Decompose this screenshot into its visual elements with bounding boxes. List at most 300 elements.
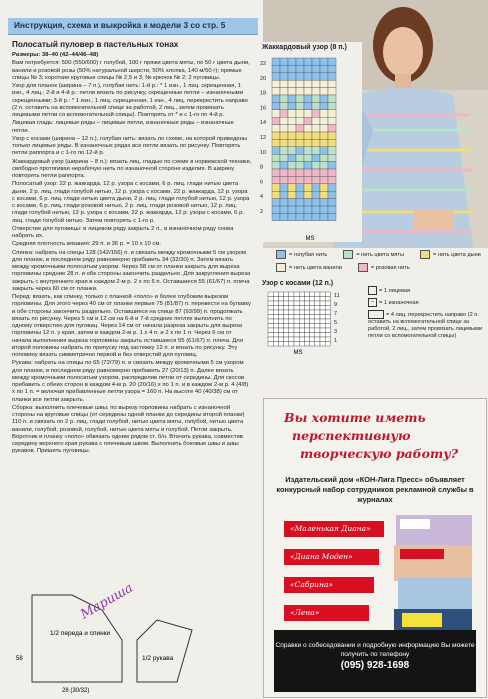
- cable-cell: [304, 301, 309, 306]
- cable-cell: [315, 342, 320, 347]
- jacquard-cell: [320, 110, 328, 117]
- cable-cell: [294, 333, 299, 338]
- jacquard-cell: [312, 125, 320, 132]
- cable-cell: [304, 337, 309, 342]
- jacquard-cell: [272, 73, 280, 80]
- jacquard-cell: [280, 110, 288, 117]
- jacquard-cell: [288, 154, 296, 161]
- cable-cell: [299, 297, 304, 302]
- cable-cell: [310, 328, 315, 333]
- jacquard-cell: [296, 191, 304, 198]
- jacquard-cell: [320, 162, 328, 169]
- jacquard-cell: [328, 132, 336, 139]
- jacquard-cell: [296, 206, 304, 213]
- jacquard-cell: [272, 191, 280, 198]
- legend-item: = голубая нить: [276, 250, 327, 259]
- cable-cell: [278, 315, 283, 320]
- cable-cell: [325, 310, 330, 315]
- cable-cell: [299, 319, 304, 324]
- cable-cell: [278, 301, 283, 306]
- jacquard-ms-label: MS: [305, 236, 315, 242]
- ad-headline-line: творческую работу?: [300, 446, 459, 461]
- cable-cell: [273, 292, 278, 297]
- jacquard-cell: [288, 132, 296, 139]
- cable-grid: [262, 290, 358, 356]
- cable-cell: [315, 333, 320, 338]
- jacquard-cell: [272, 65, 280, 72]
- jacquard-cell: [288, 169, 296, 176]
- cable-cell: [278, 328, 283, 333]
- jacquard-cell: [304, 95, 312, 102]
- jacquard-cell: [280, 80, 288, 87]
- front-back-label: 1/2 переда и спинки: [50, 630, 111, 637]
- jacquard-cell: [328, 169, 336, 176]
- jacquard-cell: [288, 65, 296, 72]
- jacquard-cell: [296, 110, 304, 117]
- cable-cell: [304, 333, 309, 338]
- cable-cell: [294, 337, 299, 342]
- jacquard-cell: [280, 132, 288, 139]
- cable-cell: [299, 337, 304, 342]
- jacquard-title: Жаккардовый узор (8 п.): [262, 44, 347, 51]
- cable-cell: [289, 297, 294, 302]
- jacquard-cell: [328, 88, 336, 95]
- jacquard-cell: [328, 110, 336, 117]
- legend-item: = нить цвета дыни: [420, 250, 481, 259]
- cable-cell: [320, 333, 325, 338]
- cable-cell: [273, 306, 278, 311]
- cable-cell: [273, 328, 278, 333]
- cable-cell: [320, 306, 325, 311]
- jacquard-cell: [320, 117, 328, 124]
- jacquard-cell: [328, 125, 336, 132]
- jacquard-cell: [288, 110, 296, 117]
- jacquard-row-label: 10: [260, 149, 267, 156]
- color-legend: [276, 250, 486, 272]
- cable-cell: [310, 301, 315, 306]
- paragraph: Лицевая гладь: лицевые ряды – лицевые петли, изнаночные ряды – изнаночные петли.: [12, 120, 234, 134]
- cable-cell: [294, 315, 299, 320]
- jacquard-row-label: 22: [260, 61, 267, 67]
- cable-cell: [299, 306, 304, 311]
- jacquard-cell: [328, 154, 336, 161]
- paragraph: Перед: вязать, как спинку, только с планкой «поло» и более глубоким вырезом горловины. Для этого через 40 см от планки первые 75 (81/87) п. перевести на булавку и обе стороны закончить раздельно. Оставшиеся на спице 87 (93/99) п. продолжать вязать по рисунку. Через 5 см и 12 см на 6-й и 7-й средних петлях выполнить по одному отверстию для пуговиц. Через 14 см от начала разреза закрыть для выреза горловины 12 п. у края, затем в каждом 2-м р. 1 х 4 п. и 2 х по 1 п. Через 6 см от начала выполнения выреза горловины закрыть оставшиеся 55 (61/67) п. плеча. Для второй половины набрать по припуску под застежку 12 п. и вязать по рисунку. Эту половину вязать симметрично первой и без отверстий для пуговиц.: [12, 294, 251, 358]
- jacquard-cell: [280, 169, 288, 176]
- cable-cell: [268, 310, 273, 315]
- jacquard-cell: [296, 213, 304, 220]
- jacquard-cells: [272, 58, 336, 221]
- jacquard-cell: [296, 184, 304, 191]
- cable-cell: [320, 297, 325, 302]
- jacquard-cell: [296, 154, 304, 161]
- jacquard-row-label: 18: [260, 90, 267, 97]
- jacquard-cell: [272, 80, 280, 87]
- jacquard-cell: [288, 191, 296, 198]
- jacquard-cell: [304, 65, 312, 72]
- cable-cell: [304, 297, 309, 302]
- jacquard-cell: [280, 213, 288, 220]
- jacquard-cell: [280, 191, 288, 198]
- jacquard-cell: [280, 117, 288, 124]
- jacquard-cell: [296, 95, 304, 102]
- cable-cell: [289, 292, 294, 297]
- cable-cell: [320, 328, 325, 333]
- jacquard-cell: [320, 102, 328, 109]
- magazine-label: «Маленькая Диана»: [284, 521, 384, 537]
- jacquard-cell: [296, 169, 304, 176]
- cable-cell: [268, 333, 273, 338]
- jacquard-cell: [328, 73, 336, 80]
- jacquard-cell: [296, 80, 304, 87]
- jacquard-cell: [288, 125, 296, 132]
- cable-row-label: 5: [334, 320, 338, 326]
- cable-key: [368, 286, 486, 340]
- cable-cell: [273, 337, 278, 342]
- paragraph: Рукава: набрать на спицы по 65 (72/79) п. и связать между кромочными 5 см узором для планок, в последнем ряду равномерно прибавить 27 (20/13) п. Далее вязать между кромочными полосатым узором, распределив петли от середины. Для скосов прибавить с обеих сторон в каждом 4-м р. 20 (20/16) х по 1 п. и в каждом 2-м р. 4 (4/8) х по 1 п. = включая прибавленные петли узора = 160 п. На высоте 40 (40/38) см от планки все петли закрыть.: [12, 360, 249, 403]
- jacquard-cell: [288, 199, 296, 206]
- jacquard-cell: [312, 88, 320, 95]
- cable-cell: [284, 297, 289, 302]
- ad-body: Издательский дом «КОН-Лига Пресс» объявляет конкурсный набор сотрудников рекламной службы в журналах: [276, 475, 474, 504]
- cable-cell: [289, 319, 294, 324]
- jacquard-cell: [272, 110, 280, 117]
- cable-cell: [320, 315, 325, 320]
- jacquard-cell: [288, 206, 296, 213]
- jacquard-cell: [296, 117, 304, 124]
- cable-cell: [315, 337, 320, 342]
- jacquard-cell: [288, 88, 296, 95]
- jacquard-row-labels: [260, 61, 266, 215]
- jacquard-cell: [280, 206, 288, 213]
- cable-cell: [268, 301, 273, 306]
- jacquard-cell: [288, 102, 296, 109]
- paragraph: Узор с косами (ширина – 12 п.), голубая нить: вязать по схеме, на которой приведены только лицевые ряды. В изнаночных рядах все петли вязать по рисунку. Повторять петли раппорта и с 1-го по 12-й р.: [12, 135, 248, 157]
- jacquard-cell: [320, 139, 328, 146]
- key-cross: = 4 лиц. перекрестить направо (2 п. оставить на вспомогательной спице за работой, 2 лиц., затем провязать лицевыми петли со вспомогательной спицы): [368, 311, 483, 339]
- jacquard-cell: [280, 102, 288, 109]
- cable-cell: [284, 337, 289, 342]
- jacquard-cell: [288, 176, 296, 183]
- jacquard-cell: [272, 184, 280, 191]
- jacquard-cell: [312, 169, 320, 176]
- jacquard-cell: [296, 102, 304, 109]
- cable-cell: [278, 292, 283, 297]
- bottom-dimension: 28 (30/32): [62, 688, 90, 694]
- cable-cell: [289, 315, 294, 320]
- cable-row-label: 1: [334, 338, 338, 344]
- cable-cell: [325, 292, 330, 297]
- jacquard-cell: [320, 199, 328, 206]
- ad-headline-line: Вы хотите иметь: [284, 410, 426, 425]
- cable-cell: [294, 342, 299, 347]
- cable-row-labels: [334, 293, 340, 344]
- jacquard-cell: [328, 102, 336, 109]
- ad-contact-box: [274, 630, 476, 692]
- cable-cell: [294, 319, 299, 324]
- magazine-label: «Диана Моден»: [284, 549, 379, 565]
- jacquard-cell: [296, 88, 304, 95]
- jacquard-row-label: 20: [260, 75, 267, 82]
- jacquard-cell: [312, 176, 320, 183]
- cable-cell: [284, 319, 289, 324]
- jacquard-cell: [304, 176, 312, 183]
- jacquard-cell: [304, 110, 312, 117]
- cable-cell: [304, 292, 309, 297]
- cable-cell: [325, 328, 330, 333]
- jacquard-cell: [328, 65, 336, 72]
- jacquard-cell: [304, 147, 312, 154]
- jacquard-cell: [296, 162, 304, 169]
- cable-cell: [325, 319, 330, 324]
- cable-cells: [268, 292, 330, 346]
- cable-cell: [294, 292, 299, 297]
- cable-row-label: 7: [334, 311, 338, 317]
- cable-cell: [284, 301, 289, 306]
- cable-cell: [315, 328, 320, 333]
- magazine-label: «Лена»: [284, 605, 369, 621]
- jacquard-cell: [272, 132, 280, 139]
- jacquard-cell: [280, 58, 288, 65]
- jacquard-cell: [272, 176, 280, 183]
- paragraph: Полосатый узор: 22 р. жаккарда, 12 р. узора с косами, 6 р. лиц. глади нитью цвета дыни, 2 р. лиц. глади голубой нитью, 12 р. узора с косами, 22 р. жаккарда, 12 р. узора с косами, 6 р. лиц. глади нитью цвета дыни, 2 р. лиц. глади голубой нитью, 12 р. узора с косами, 6 р. лиц. глади розовой нитью, 2 р. лиц. глади розовой нитью, 12 р. лиц. глади голубой нитью, 12 р. узора с косами, 22 р. жаккарда, 12 р. узора с косами, 6 р. лиц. глади голубой нитью. Затем повторять с 1-го р.: [12, 181, 250, 224]
- cable-cell: [289, 306, 294, 311]
- cable-cell: [310, 306, 315, 311]
- jacquard-cell: [328, 176, 336, 183]
- pattern-schema: [12, 590, 252, 695]
- cable-cell: [268, 315, 273, 320]
- cable-cell: [284, 310, 289, 315]
- jacquard-cell: [320, 154, 328, 161]
- jacquard-cell: [304, 139, 312, 146]
- cable-cell: [273, 333, 278, 338]
- cable-cell: [268, 292, 273, 297]
- handwritten-signature: Мариша: [78, 580, 136, 623]
- cable-cell: [304, 315, 309, 320]
- cable-row-label: 3: [334, 329, 338, 335]
- sleeve-outline: [137, 620, 192, 682]
- cable-cell: [294, 324, 299, 329]
- jacquard-cell: [320, 125, 328, 132]
- jacquard-cell: [280, 88, 288, 95]
- header-banner: [8, 18, 258, 35]
- cable-cell: [289, 301, 294, 306]
- cable-ms-label: MS: [293, 350, 303, 356]
- cable-cell: [289, 328, 294, 333]
- jacquard-cell: [288, 117, 296, 124]
- cable-cell: [320, 319, 325, 324]
- jacquard-cell: [312, 110, 320, 117]
- jacquard-cell: [280, 199, 288, 206]
- paragraph: Отверстие для пуговицы: в лицевом ряду закрыть 2 п., в изнаночном ряду снова набрать их.: [12, 225, 234, 239]
- cable-cell: [273, 315, 278, 320]
- jacquard-cell: [280, 147, 288, 154]
- jacquard-cell: [312, 184, 320, 191]
- jacquard-cell: [304, 117, 312, 124]
- jacquard-cell: [272, 139, 280, 146]
- cable-cell: [294, 310, 299, 315]
- cable-cell: [325, 315, 330, 320]
- cable-row-label: 11: [334, 293, 340, 299]
- jacquard-cell: [280, 65, 288, 72]
- cable-cell: [304, 328, 309, 333]
- jacquard-cell: [272, 95, 280, 102]
- cable-cell: [299, 324, 304, 329]
- jacquard-cell: [304, 162, 312, 169]
- jacquard-row-label: 6: [260, 179, 264, 186]
- cable-cell: [268, 324, 273, 329]
- jacquard-cell: [272, 125, 280, 132]
- jacquard-cell: [328, 139, 336, 146]
- jacquard-cell: [304, 80, 312, 87]
- paragraph: Спинка: набрать на спицы 128 (142/156) п. и связать между кромочными 5 см узором для планок, в последнем ряду равномерно прибавить 34 (32/30) п. Затем вязать между кромочными полосатым узором. Через 58 см от планки закрыть для выреза горловины средние 28 п. и обе стороны закончить раздельно. Для закругления выреза закрыть с внутреннего края в каждом 2-м р. 2 х по 6 п. Оставшиеся 55 (61/67) п. плеча закрыть через 60 см от планки.: [12, 249, 251, 292]
- jacquard-cell: [272, 117, 280, 124]
- jacquard-cell: [328, 162, 336, 169]
- cable-cell: [289, 337, 294, 342]
- jacquard-cell: [320, 80, 328, 87]
- jacquard-cell: [320, 184, 328, 191]
- jacquard-cell: [304, 132, 312, 139]
- jacquard-row-label: 2: [260, 209, 264, 215]
- paragraph: Вам потребуется: 500 (550/600) г голубой, 100 г пряжи цвета мяты, по 50 г цвета дыни, ванили и розовой розы (50% натуральной шерсти, 50% хлопка, 140 м/50 г); прямые спицы № 3; короткие круговые спицы № 2,5 и 3; № крючок № 2; 2 пуговицы.: [12, 60, 250, 81]
- cable-cell: [284, 328, 289, 333]
- jacquard-cell: [312, 80, 320, 87]
- cable-cell: [284, 333, 289, 338]
- jacquard-cell: [304, 73, 312, 80]
- jacquard-cell: [272, 206, 280, 213]
- cable-cell: [278, 333, 283, 338]
- cable-cell: [278, 319, 283, 324]
- cable-title: Узор с косами (12 п.): [262, 280, 334, 287]
- cable-cell: [325, 301, 330, 306]
- jacquard-row-label: 12: [260, 135, 267, 141]
- cable-cell: [315, 319, 320, 324]
- cable-cell: [310, 319, 315, 324]
- jacquard-cell: [280, 125, 288, 132]
- jacquard-cell: [272, 58, 280, 65]
- cable-cell: [320, 324, 325, 329]
- jacquard-cell: [312, 58, 320, 65]
- jacquard-row-label: 14: [260, 120, 267, 127]
- legend-item: = нить цвета ванили: [276, 263, 342, 272]
- cable-cell: [284, 342, 289, 347]
- jacquard-cell: [312, 139, 320, 146]
- ad-footer-text: Справки о собеседовании и подробную информацию Вы можете получить по телефону: [275, 642, 475, 658]
- article-sizes: Размеры: 38–40 (42–44/46–48): [12, 52, 99, 58]
- cable-cell: [268, 319, 273, 324]
- cable-cell: [320, 310, 325, 315]
- jacquard-cell: [304, 169, 312, 176]
- cable-cell: [310, 310, 315, 315]
- cable-cell: [294, 306, 299, 311]
- cable-cell: [278, 337, 283, 342]
- cable-cell: [320, 292, 325, 297]
- jacquard-cell: [328, 191, 336, 198]
- jacquard-cell: [312, 206, 320, 213]
- jacquard-cell: [304, 88, 312, 95]
- jacquard-cell: [272, 88, 280, 95]
- jacquard-cell: [272, 213, 280, 220]
- cable-cell: [273, 301, 278, 306]
- cable-cell: [315, 315, 320, 320]
- jacquard-cell: [272, 162, 280, 169]
- jacquard-cell: [312, 117, 320, 124]
- jacquard-cell: [304, 191, 312, 198]
- jacquard-cell: [304, 184, 312, 191]
- cable-cell: [325, 297, 330, 302]
- jacquard-cell: [280, 184, 288, 191]
- jacquard-cell: [296, 199, 304, 206]
- key-knit: = 1 лицевая: [368, 286, 486, 295]
- side-dimension: 58: [16, 656, 23, 662]
- jacquard-cell: [328, 184, 336, 191]
- jacquard-cell: [320, 73, 328, 80]
- cable-cell: [304, 324, 309, 329]
- cable-cell: [310, 337, 315, 342]
- jacquard-cell: [296, 139, 304, 146]
- jacquard-cell: [312, 213, 320, 220]
- jacquard-cell: [304, 102, 312, 109]
- cable-cell: [294, 301, 299, 306]
- cable-cell: [284, 324, 289, 329]
- jacquard-cell: [320, 213, 328, 220]
- jacquard-cell: [280, 73, 288, 80]
- cable-cell: [315, 306, 320, 311]
- paragraph: Средняя плотность вязания: 29 п. и 36 р. = 10 х 10 см.: [12, 241, 162, 248]
- article-title: Полосатый пуловер в пастельных тонах: [12, 40, 179, 49]
- jacquard-cell: [272, 154, 280, 161]
- jacquard-cell: [312, 65, 320, 72]
- jacquard-cell: [288, 58, 296, 65]
- cable-cell: [325, 342, 330, 347]
- instructions-column: [12, 40, 252, 620]
- jacquard-row-label: 8: [260, 164, 264, 171]
- cable-cell: [304, 342, 309, 347]
- jacquard-row-label: 16: [260, 105, 267, 112]
- jacquard-cell: [312, 102, 320, 109]
- jacquard-cell: [320, 176, 328, 183]
- paragraph: Жаккардовый узор (ширина – 8 п.): вязать лиц. гладью по схеме в норвежской технике, свободно протягивая нерабочую нить по изнаночной стороне изделия. В ширину повторять петли раппорта.: [12, 158, 252, 179]
- jacquard-cell: [328, 147, 336, 154]
- jacquard-cell: [320, 65, 328, 72]
- cable-cell: [294, 328, 299, 333]
- jacquard-cell: [328, 58, 336, 65]
- jacquard-cell: [288, 213, 296, 220]
- cable-cell: [273, 319, 278, 324]
- cable-cell: [273, 324, 278, 329]
- cable-cell: [289, 333, 294, 338]
- jacquard-cell: [296, 125, 304, 132]
- cable-cell: [268, 297, 273, 302]
- ad-phone: (095) 928-1698: [340, 660, 410, 671]
- jacquard-cell: [312, 132, 320, 139]
- cable-cell: [310, 315, 315, 320]
- cable-cell: [310, 333, 315, 338]
- jacquard-cell: [296, 58, 304, 65]
- jacquard-cell: [320, 95, 328, 102]
- cable-cell: [315, 324, 320, 329]
- jacquard-cell: [328, 213, 336, 220]
- cable-cell: [278, 324, 283, 329]
- cable-cell: [299, 315, 304, 320]
- jacquard-cell: [320, 132, 328, 139]
- jacquard-cell: [312, 191, 320, 198]
- cable-cell: [310, 324, 315, 329]
- legend-item: = нить цвета мяты: [343, 250, 404, 259]
- cable-cell: [320, 342, 325, 347]
- legend-item: = розовая нить: [358, 263, 410, 272]
- jacquard-cell: [320, 191, 328, 198]
- cable-cell: [325, 333, 330, 338]
